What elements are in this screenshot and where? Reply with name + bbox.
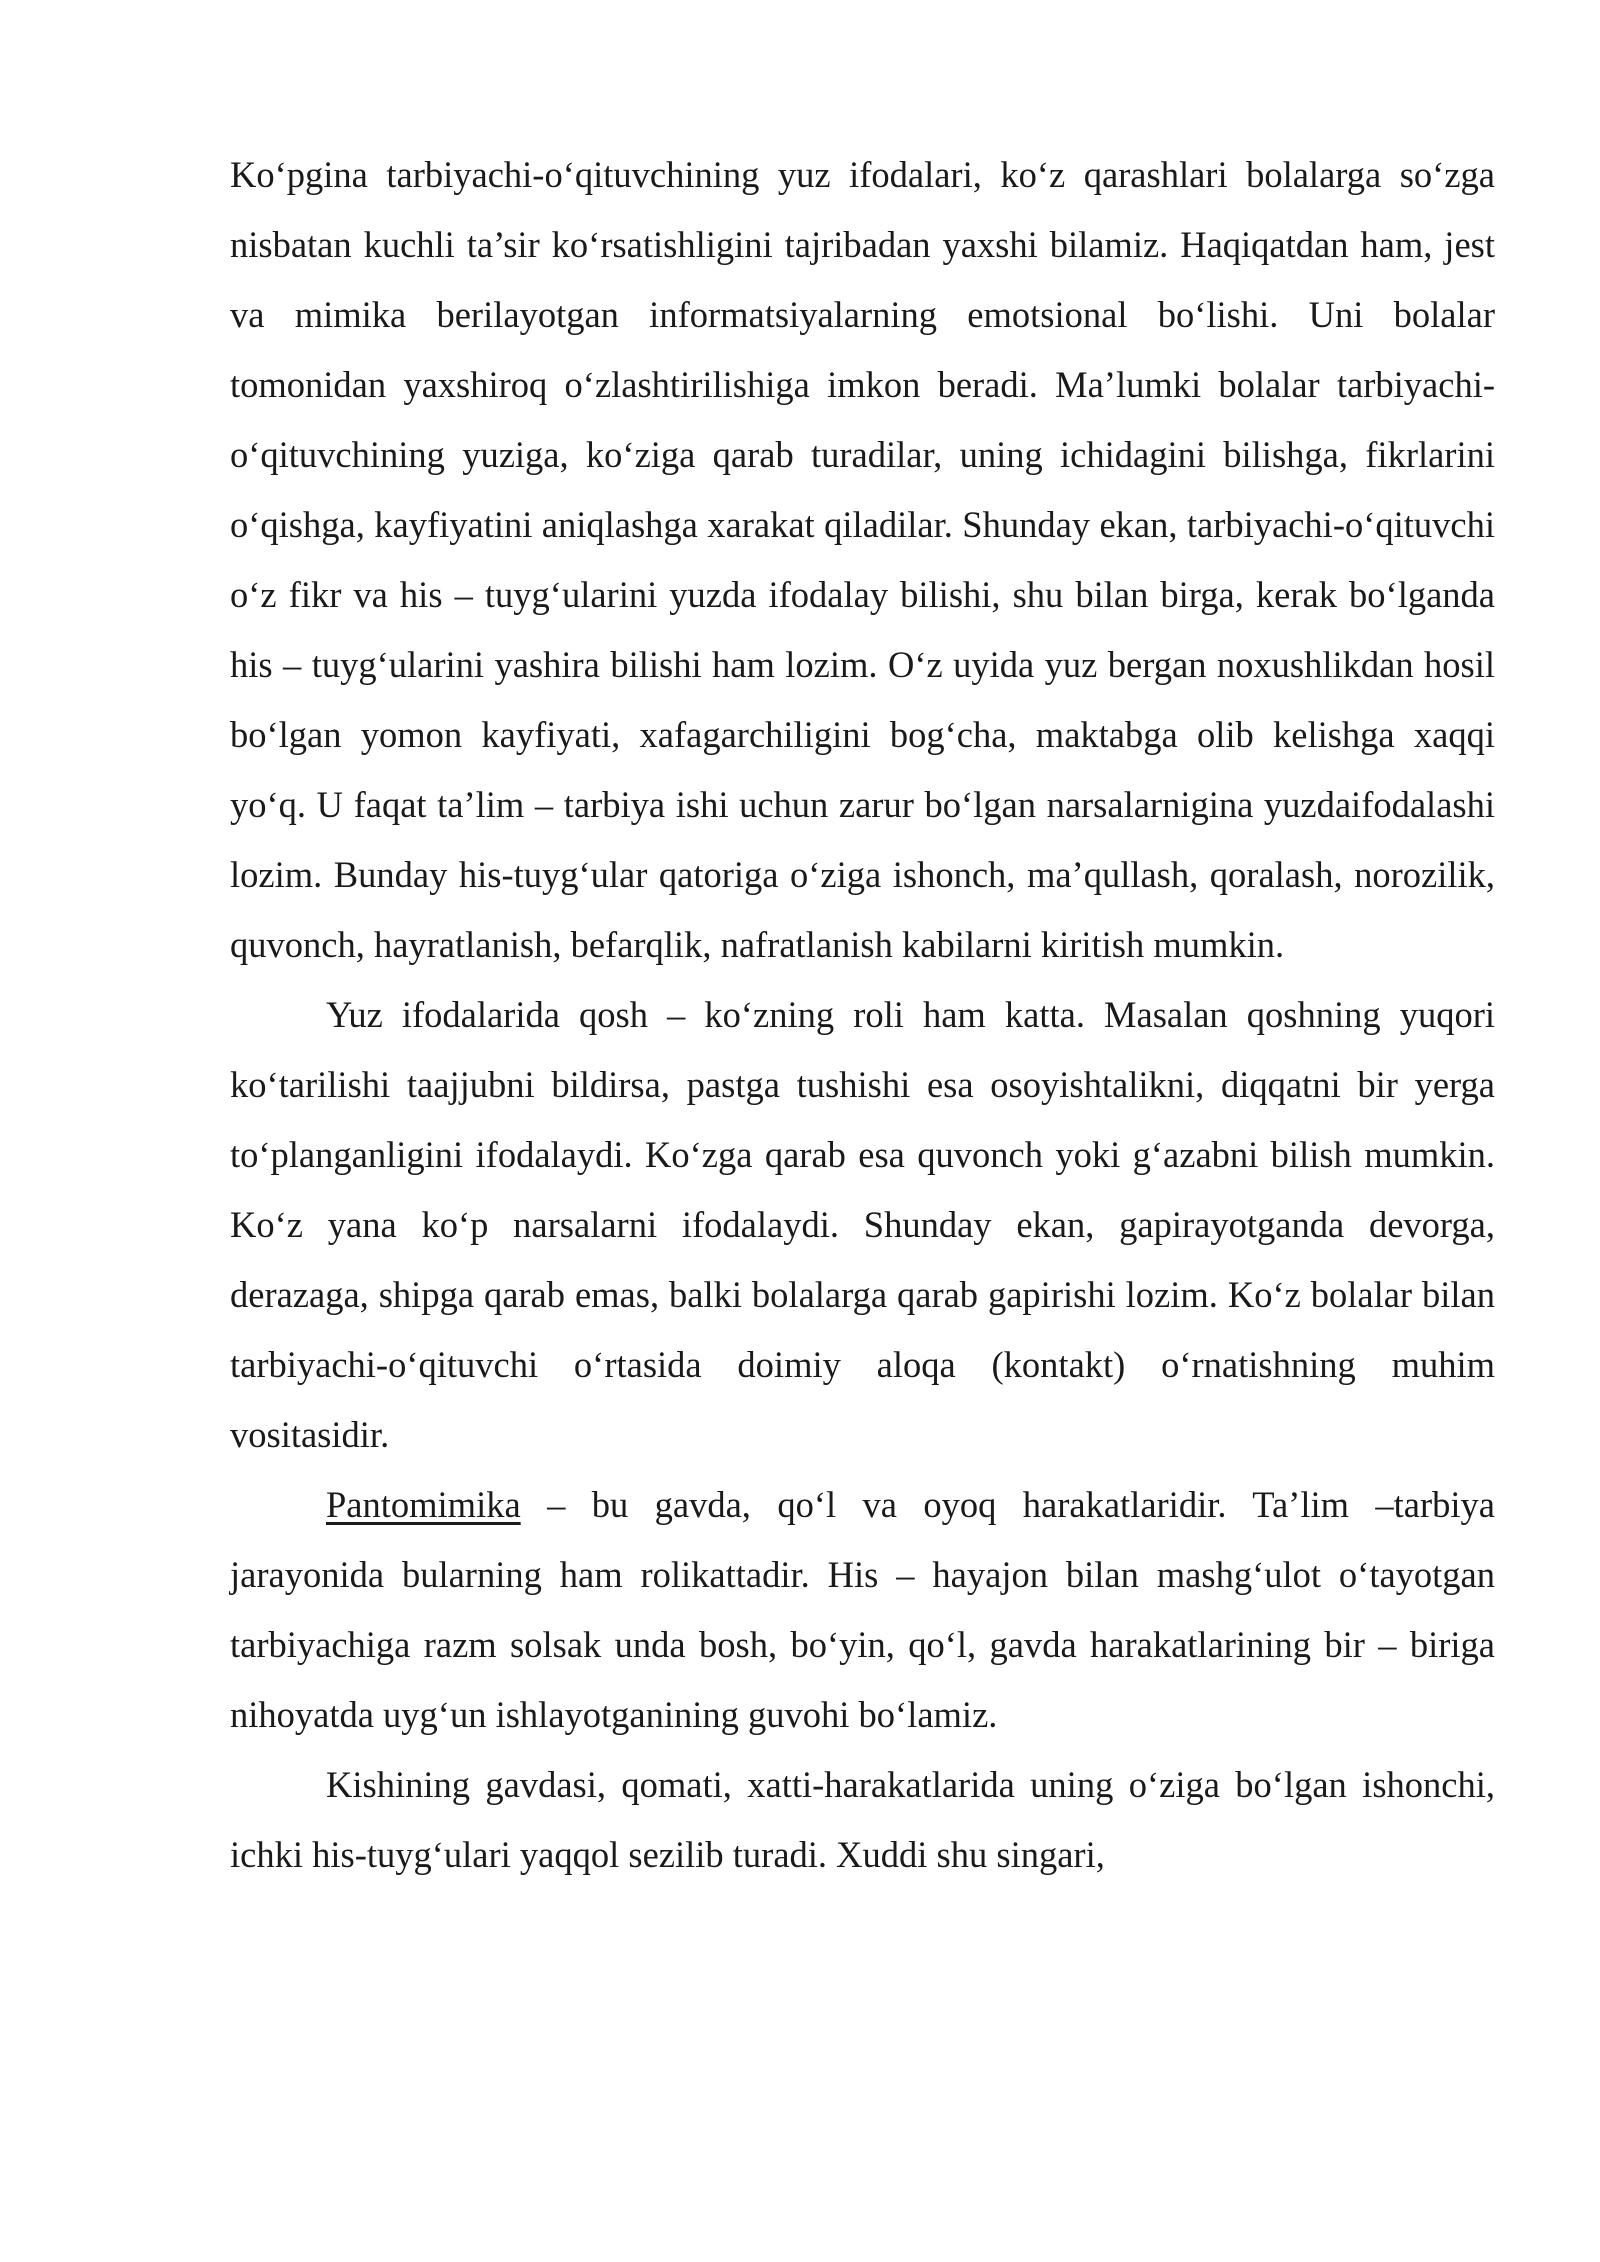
paragraph-posture: Kishining gavdasi, qomati, xatti-harakatlarida uning o‘ziga bo‘lgan ishonchi, ichki his-tuyg‘ulari yaqqol sezilib turadi. Xuddi shu singari, [230, 1764, 1495, 1875]
term-pantomimika: Pantomimika [326, 1484, 521, 1525]
paragraph-pantomime-text: – bu gavda, qo‘l va oyoq harakatlaridir. Ta’lim –tarbiya jarayonida bularning ham rolikattadir. His – hayajon bilan mashg‘ulot o‘tayotgan tarbiyachiga razm solsak unda bosh, bo‘yin, qo‘l, gavda harakatlarining bir – biriga nihoyatda uyg‘un ishlayotganining guvohi bo‘lamiz. [230, 1484, 1495, 1735]
document-page [230, 140, 1495, 1890]
paragraph-facial-expressions: Ko‘pgina tarbiyachi-o‘qituvchining yuz ifodalari, ko‘z qarashlari bolalarga so‘zga nisbatan kuchli ta’sir ko‘rsatishligini tajribadan yaxshi bilamiz. Haqiqatdan ham, jest va mimika berilayotgan informatsiyalarning emotsional bo‘lishi. Uni bolalar tomonidan yaxshiroq o‘zlashtirilishiga imkon beradi. Ma’lumki bolalar tarbiyachi-o‘qituvchining yuziga, ko‘ziga qarab turadilar, uning ichidagini bilishga, fikrlarini o‘qishga, kayfiyatini aniqlashga xarakat qiladilar. Shunday ekan, tarbiyachi-o‘qituvchi o‘z fikr va his – tuyg‘ularini yuzda ifodalay bilishi, shu bilan birga, kerak bo‘lganda his – tuyg‘ularini yashira bilishi ham lozim. O‘z uyida yuz bergan noxushlikdan hosil bo‘lgan yomon kayfiyati, xafagarchiligini bog‘cha, maktabga olib kelishga xaqqi yo‘q. U faqat ta’lim – tarbiya ishi uchun zarur bo‘lgan narsalarnigina yuzdaifodalashi lozim. Bunday his-tuyg‘ular qatoriga o‘ziga ishonch, ma’qullash, qoralash, norozilik, quvonch, hayratlanish, befarqlik, nafratlanish kabilarni kiritish mumkin. [230, 154, 1495, 965]
paragraph-eyebrows-eyes: Yuz ifodalarida qosh – ko‘zning roli ham katta. Masalan qoshning yuqori ko‘tarilishi taajjubni bildirsa, pastga tushishi esa osoyishtalikni, diqqatni bir yerga to‘planganligini ifodalaydi. Ko‘zga qarab esa quvonch yoki g‘azabni bilish mumkin. Ko‘z yana ko‘p narsalarni ifodalaydi. Shunday ekan, gapirayotganda devorga, derazaga, shipga qarab emas, balki bolalarga qarab gapirishi lozim. Ko‘z bolalar bilan tarbiyachi-o‘qituvchi o‘rtasida doimiy aloqa (kontakt) o‘rnatishning muhim vositasidir. [230, 994, 1495, 1455]
paragraph-pantomime [230, 1470, 1495, 1750]
